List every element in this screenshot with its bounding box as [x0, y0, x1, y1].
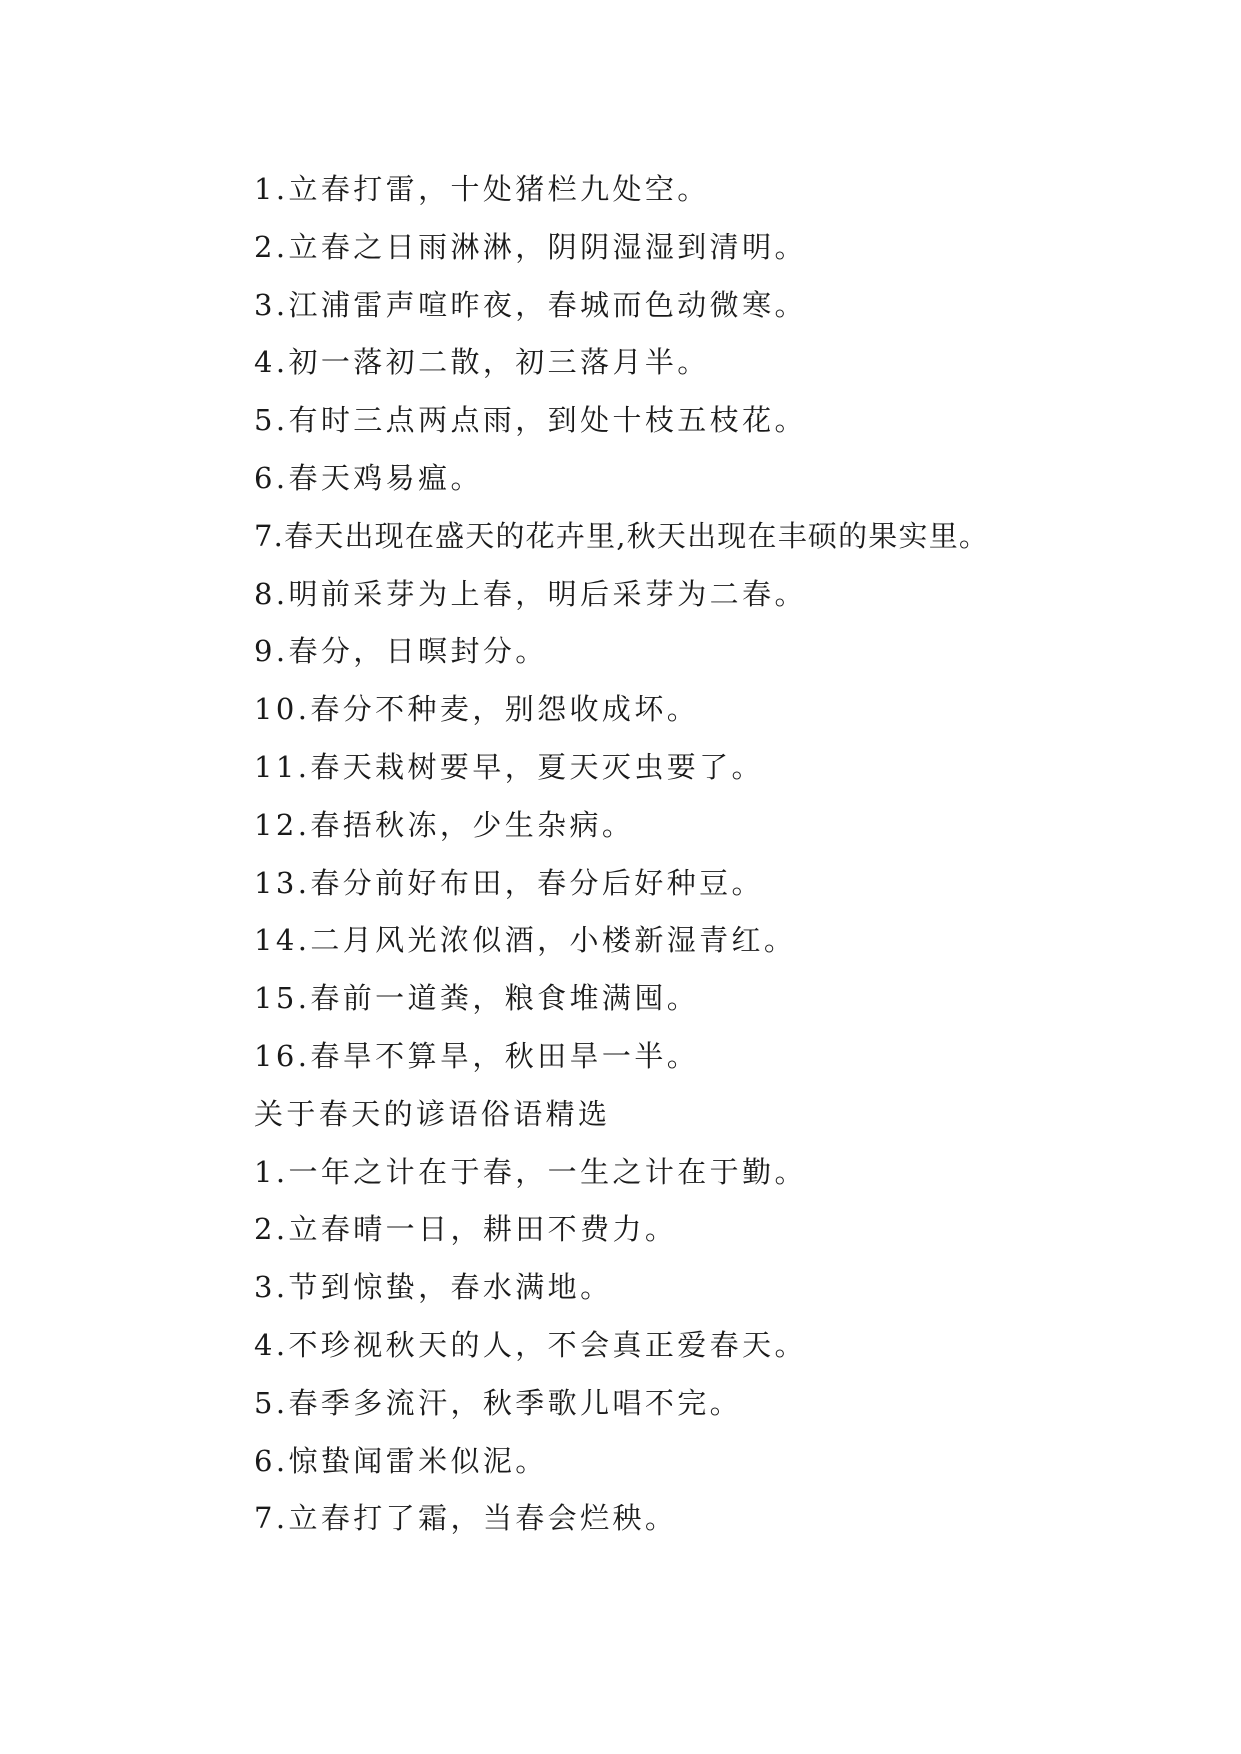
proverb-line: 8.明前采芽为上春，明后采芽为二春。 [254, 576, 807, 611]
proverb-line: 2.立春晴一日，耕田不费力。 [254, 1212, 678, 1247]
proverb-line: 6.春天鸡易瘟。 [254, 460, 483, 495]
proverb-line: 5.有时三点两点雨，到处十枝五枝花。 [254, 403, 807, 438]
proverb-line: 9.春分，日暝封分。 [254, 634, 548, 669]
proverb-line: 3.江浦雷声喧昨夜，春城而色动微寒。 [254, 287, 807, 322]
document-body [254, 161, 1154, 1548]
proverb-line: 15.春前一道粪，粮食堆满囤。 [254, 981, 700, 1016]
proverb-line: 12.春捂秋冻，少生杂病。 [254, 807, 635, 842]
proverb-line: 5.春季多流汗，秋季歌儿唱不完。 [254, 1385, 743, 1420]
proverb-line: 16.春旱不算旱，秋田旱一半。 [254, 1038, 700, 1073]
proverb-line: 4.初一落初二散，初三落月半。 [254, 345, 710, 380]
proverb-line: 10.春分不种麦，别怨收成坏。 [254, 692, 700, 727]
proverb-line: 7.春天出现在盛天的花卉里,秋天出现在丰硕的果实里。 [254, 518, 990, 553]
proverb-line: 3.节到惊蛰，春水满地。 [254, 1270, 613, 1305]
proverb-line: 2.立春之日雨淋淋，阴阴湿湿到清明。 [254, 229, 807, 264]
proverb-line: 13.春分前好布田，春分后好种豆。 [254, 865, 764, 900]
proverb-line: 1.立春打雷，十处猪栏九处空。 [254, 172, 710, 206]
proverb-line: 7.立春打了霜，当春会烂秧。 [254, 1501, 678, 1536]
proverb-line: 6.惊蛰闻雷米似泥。 [254, 1443, 548, 1478]
proverb-line: 14.二月风光浓似酒，小楼新湿青红。 [254, 923, 797, 958]
proverb-line: 11.春天栽树要早，夏天灭虫要了。 [254, 749, 764, 784]
proverb-line: 1.一年之计在于春，一生之计在于勤。 [254, 1154, 807, 1189]
proverb-line: 4.不珍视秋天的人，不会真正爱春天。 [254, 1327, 807, 1362]
section-heading: 关于春天的谚语俗语精选 [254, 1096, 611, 1131]
